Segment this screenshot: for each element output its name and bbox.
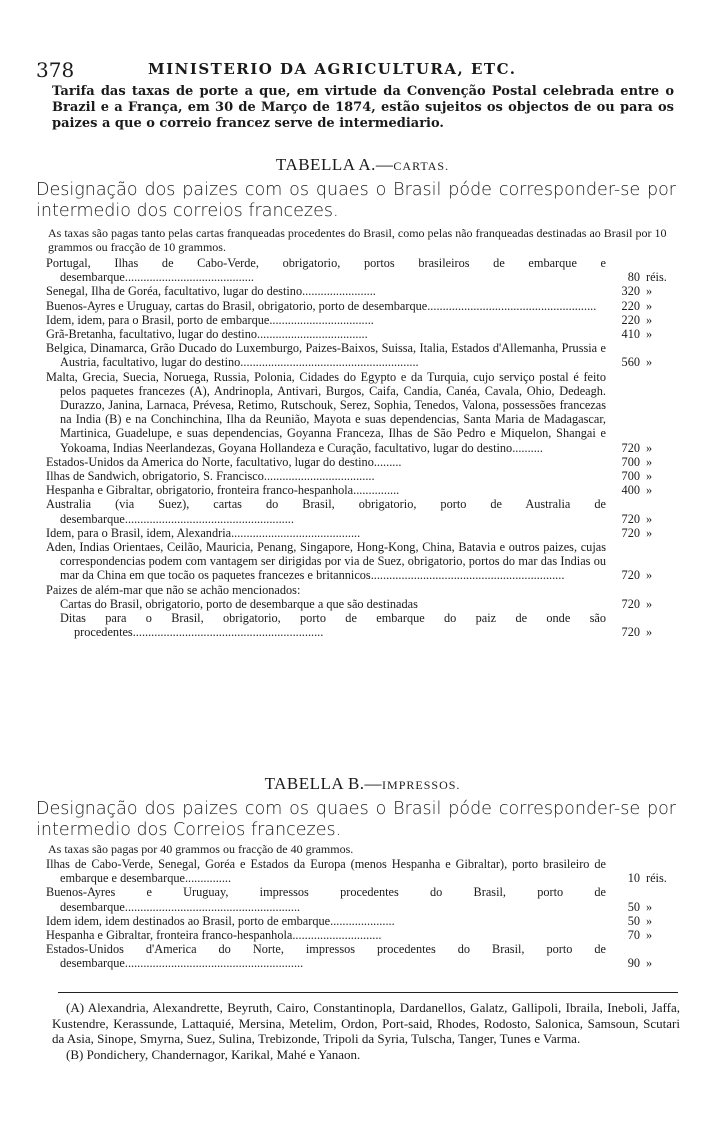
rate-unit: » bbox=[646, 469, 653, 484]
rate-unit: » bbox=[646, 440, 653, 455]
entry-destination: Idem idem, idem destinados ao Brasil, porto de embarque..................... bbox=[46, 913, 395, 928]
rate-amount: 720 bbox=[621, 525, 640, 540]
table-b-heading bbox=[0, 774, 725, 794]
rate-amount: 400 bbox=[621, 483, 640, 498]
rate-unit: » bbox=[646, 355, 653, 370]
entry-rate bbox=[610, 270, 680, 284]
table-b-entry bbox=[46, 857, 680, 885]
table-a-entry bbox=[46, 455, 680, 469]
rate-unit: » bbox=[646, 899, 653, 914]
table-a-entry bbox=[46, 583, 680, 597]
entry-destination: Ilhas de Cabo-Verde, Senegal, Goréa e Estados da Europa (menos Hespanha e Gibraltar), porto brasileiro de embarque e desembarque............... bbox=[46, 857, 606, 886]
entry-destination: Grã-Bretanha, facultativo, lugar do destino.................................... bbox=[46, 327, 368, 342]
rate-amount: 10 bbox=[627, 871, 640, 886]
running-title: MINISTERIO DA AGRICULTURA, ETC. bbox=[148, 60, 517, 78]
table-a-entry bbox=[46, 611, 680, 639]
entry-rate bbox=[610, 914, 680, 928]
rate-amount: 320 bbox=[621, 284, 640, 299]
rate-unit: » bbox=[646, 625, 653, 640]
entry-rate bbox=[610, 625, 680, 639]
table-a-entry bbox=[46, 313, 680, 327]
rate-amount: 720 bbox=[621, 511, 640, 526]
table-b-entry bbox=[46, 885, 680, 913]
rate-unit: » bbox=[646, 928, 653, 943]
rate-amount: 50 bbox=[627, 899, 640, 914]
entry-destination: Estados-Unidos da America do Norte, facultativo, lugar do destino......... bbox=[46, 454, 402, 469]
rate-unit: » bbox=[646, 454, 653, 469]
entry-destination: Hespanha e Gibraltar, obrigatorio, fronteira franco-hespanhola............... bbox=[46, 483, 400, 498]
rate-unit: » bbox=[646, 596, 653, 611]
rate-amount: 80 bbox=[627, 270, 640, 285]
rate-amount: 720 bbox=[621, 625, 640, 640]
table-b-subtitle: IMPRESSOS. bbox=[382, 778, 461, 792]
entry-rate bbox=[610, 900, 680, 914]
table-b-entries bbox=[46, 857, 680, 971]
rate-amount: 700 bbox=[621, 469, 640, 484]
table-a-designation: Designação dos paizes com os quaes o Brasil póde corresponder-se por intermedio dos correios francezes. bbox=[36, 180, 676, 221]
entry-rate bbox=[610, 441, 680, 455]
table-b-entry bbox=[46, 914, 680, 928]
entry-destination: Hespanha e Gibraltar, fronteira franco-hespanhola............................. bbox=[46, 928, 382, 943]
entry-destination: Cartas do Brasil, obrigatorio, porto de desembarque a que são destinadas bbox=[60, 596, 418, 611]
rate-amount: 410 bbox=[621, 327, 640, 342]
rate-unit: » bbox=[646, 298, 653, 313]
entry-rate bbox=[610, 299, 680, 313]
entry-destination: Senegal, Ilha de Goréa, facultativo, lugar do destino........................ bbox=[46, 284, 376, 299]
footnote: (B) Pondichery, Chandernagor, Karikal, Mahé e Yanaon. bbox=[66, 1046, 361, 1062]
rate-unit: » bbox=[646, 483, 653, 498]
entry-destination: Ilhas de Sandwich, obrigatorio, S. Francisco.................................... bbox=[46, 469, 375, 484]
rate-amount: 720 bbox=[621, 596, 640, 611]
rate-unit: » bbox=[646, 913, 653, 928]
rate-amount: 220 bbox=[621, 312, 640, 327]
table-b-note: As taxas são pagas por 40 grammos ou fracção de 40 grammos. bbox=[48, 842, 354, 856]
table-b-entry bbox=[46, 942, 680, 970]
table-b-designation: Designação dos paizes com os quaes o Brasil póde corresponder-se por intermedio dos Correios francezes. bbox=[36, 799, 676, 840]
rate-amount: 700 bbox=[621, 454, 640, 469]
footnotes bbox=[52, 1000, 680, 1062]
rate-amount: 50 bbox=[627, 913, 640, 928]
entry-destination: Malta, Grecia, Suecia, Noruega, Russia, Polonia, Cidades do Egypto e da Turquia, cujo serviço postal é feito pelos paquetes francezes (A), Andrinopla, Antivari, Burgos, Caifa, Candia, Canéa, Cavala, Ohio, Dedeagh. Durazzo, Janina, Larnaca, Prévesa, Retimo, Rutschouk, Serez, Sophia, Tenedos, Valona, possessões francezas na India (B) e na Conchinchina, Ilha da Reunião, Mayota e suas dependencias, Santa Maria de Madagascar, Martinica, Guadelupe, e suas dependencias, Goyanna Franceza, Ilhas de São Pedro e Miquelon, Shangai e Yokoama, Indias Neerlandezas, Goyana Hollandeza e Curação, facultativo, lugar do destino.......... bbox=[46, 369, 606, 455]
rate-unit: » bbox=[646, 511, 653, 526]
entry-destination: Portugal, Ilhas de Cabo-Verde, obrigatorio, portos brasileiros de embarque e desembarque.......................................... bbox=[46, 256, 606, 285]
entry-rate bbox=[610, 871, 680, 885]
entry-destination: Paizes de além-mar que não se achão mencionados: bbox=[46, 582, 301, 597]
entry-destination: Idem, idem, para o Brasil, porto de embarque.................................. bbox=[46, 312, 374, 327]
entry-destination: Buenos-Ayres e Uruguay, cartas do Brasil, obrigatorio, porto de desembarque....................................................... bbox=[46, 298, 597, 313]
intro-paragraph: Tarifa das taxas de porte a que, em virtude da Convenção Postal celebrada entre o Brazil e a França, em 30 de Março de 1874, estão sujeitos os objectos de ou para os paizes a que o correio francez serve de intermediario. bbox=[52, 84, 674, 131]
table-a-heading bbox=[0, 155, 725, 175]
table-a-entry bbox=[46, 370, 680, 455]
rate-unit: » bbox=[646, 568, 653, 583]
rate-unit: réis. bbox=[646, 871, 667, 886]
running-head bbox=[36, 58, 686, 80]
table-a-entries bbox=[46, 256, 680, 639]
entry-destination: Australia (via Suez), cartas do Brasil, obrigatorio, porto de Australia de desembarque....................................................... bbox=[46, 497, 606, 526]
table-a-entry bbox=[46, 526, 680, 540]
table-a-subtitle: CARTAS. bbox=[393, 159, 450, 173]
rate-amount: 720 bbox=[621, 568, 640, 583]
entry-destination: Buenos-Ayres e Uruguay, impressos procedentes do Brasil, porto de desembarque......................................................... bbox=[46, 885, 606, 914]
table-a-entry bbox=[46, 540, 680, 583]
rate-unit: » bbox=[646, 312, 653, 327]
entry-rate bbox=[610, 327, 680, 341]
table-a-note: As taxas são pagas tanto pelas cartas franqueadas procedentes do Brasil, como pelas não franqueadas destinadas ao Brasil por 10 grammos ou fracção de 10 grammos. bbox=[48, 226, 667, 254]
entry-destination: Aden, Indias Orientaes, Ceilão, Mauricia, Penang, Singapore, Hong-Kong, China, Batavia e outros paizes, cujas correspondencias podem com vantagem ser dirigidas por via de Suez, obrigatorio, portos do mar das Indias ou mar da China em que tocão os paquetes francezes e britannicos............................................................... bbox=[46, 540, 606, 583]
table-a-entry bbox=[46, 299, 680, 313]
table-a-entry bbox=[46, 597, 680, 611]
table-a-entry bbox=[46, 327, 680, 341]
rate-amount: 560 bbox=[621, 355, 640, 370]
rate-amount: 70 bbox=[627, 928, 640, 943]
entry-rate bbox=[610, 597, 680, 611]
table-b-title: TABELLA B.— bbox=[264, 774, 383, 793]
entry-rate bbox=[610, 355, 680, 369]
rate-amount: 720 bbox=[621, 440, 640, 455]
entry-destination: Estados-Unidos d'America do Norte, impressos procedentes do Brasil, porto de desembarque.......................................................... bbox=[46, 942, 606, 971]
entry-rate bbox=[610, 313, 680, 327]
table-a-entry bbox=[46, 284, 680, 298]
entry-rate bbox=[610, 284, 680, 298]
entry-rate bbox=[610, 568, 680, 582]
entry-rate bbox=[610, 483, 680, 497]
rate-unit: » bbox=[646, 956, 653, 971]
entry-rate bbox=[610, 455, 680, 469]
entry-destination: Belgica, Dinamarca, Grão Ducado do Luxemburgo, Paizes-Baixos, Suissa, Italia, Estados d'Allemanha, Prussia e Austria, facultativo, lugar do destino.......................................................... bbox=[46, 341, 606, 370]
footnote-rule bbox=[58, 992, 678, 993]
page-number: 378 bbox=[36, 58, 75, 82]
entry-destination: Ditas para o Brasil, obrigatorio, porto de embarque do paiz de onde são procedentes.............................................................. bbox=[60, 611, 606, 640]
table-a-entry bbox=[46, 469, 680, 483]
rate-unit: » bbox=[646, 327, 653, 342]
table-a-entry bbox=[46, 483, 680, 497]
entry-rate bbox=[610, 526, 680, 540]
entry-rate bbox=[610, 469, 680, 483]
rate-unit: » bbox=[646, 284, 653, 299]
entry-rate bbox=[610, 512, 680, 526]
footnote: (A) Alexandria, Alexandrette, Beyruth, Cairo, Constantinopla, Dardanellos, Galatz, Gallipoli, Ibraila, Ineboli, Jaffa, Kustendre, Kerassunde, Lattaquié, Mersina, Metelim, Ordon, Port-said, Rhodes, Rodosto, Salonica, Samsoun, Scutari da Asia, Sinope, Smyrna, Suez, Sulina, Trebizonde, Tripoli da Syria, Tulscha, Tanger, Tunes e Varma. bbox=[52, 1000, 680, 1046]
entry-rate bbox=[610, 956, 680, 970]
entry-rate bbox=[610, 928, 680, 942]
rate-unit: » bbox=[646, 525, 653, 540]
table-a-entry bbox=[46, 256, 680, 284]
rate-unit: réis. bbox=[646, 270, 667, 285]
table-a-title: TABELLA A.— bbox=[275, 155, 394, 174]
rate-amount: 90 bbox=[627, 956, 640, 971]
table-a-entry bbox=[46, 341, 680, 369]
entry-destination: Idem, para o Brasil, idem, Alexandria.......................................... bbox=[46, 525, 361, 540]
rate-amount: 220 bbox=[621, 298, 640, 313]
table-b-entry bbox=[46, 928, 680, 942]
table-a-entry bbox=[46, 497, 680, 525]
